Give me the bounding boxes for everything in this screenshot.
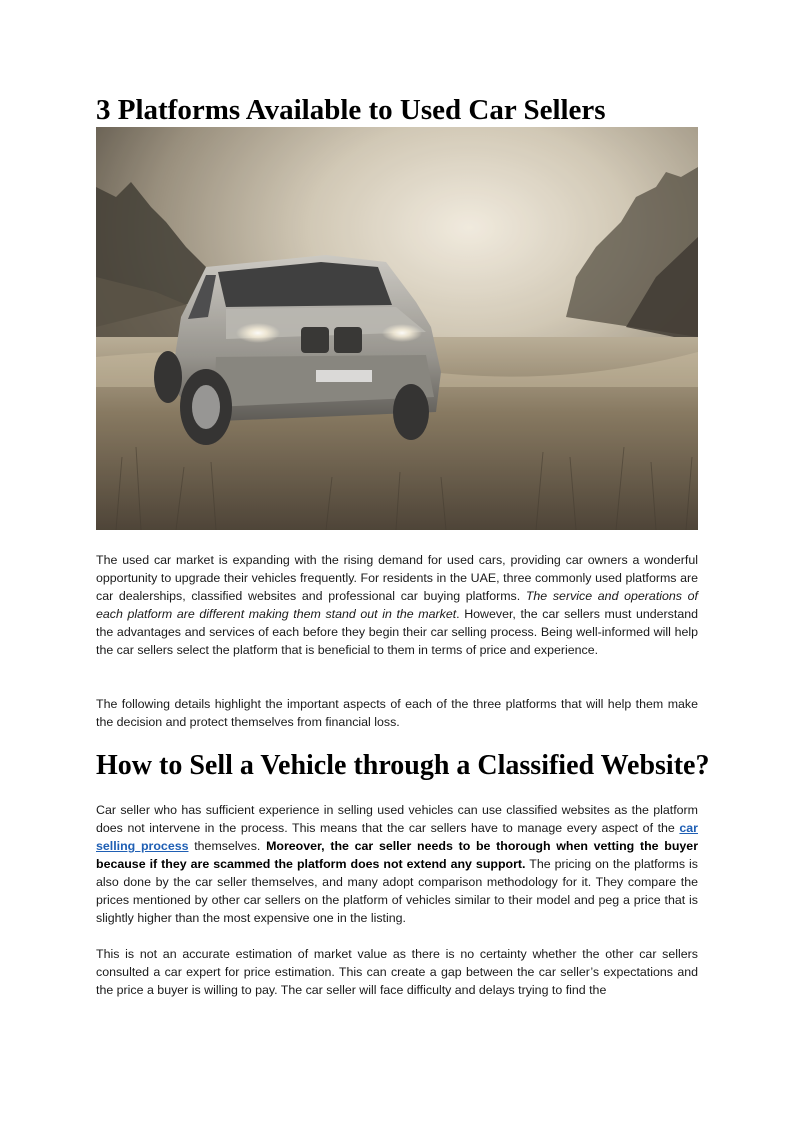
- details-paragraph: The following details highlight the important aspects of each of the three platforms that will help them make the decision and protect themselves from financial loss.: [96, 697, 698, 729]
- intro-italic-text: The service and operations of each platform are different making them stand out in the market: [96, 589, 698, 621]
- intro-text-1: The used car market is expanding with the rising demand for used cars, providing car owners a wonderful opportunity to upgrade their vehicles frequently. For residents in the UAE, three commonly used platforms are car dealerships, classified websites and professional car buying platforms.: [96, 553, 698, 603]
- classified-bold-text: Moreover, the car seller needs to be thorough when vetting the buyer because if they are scammed the platform does not extend any support.: [96, 839, 699, 871]
- hero-image: [96, 127, 698, 530]
- classified-paragraph: [96, 801, 698, 927]
- intro-text-2: . However, the car sellers must understand the advantages and services of each before they begin their car selling process. Being well-informed will help the car sellers select the platform that is beneficial to them in terms of price and experience.: [96, 607, 698, 657]
- intro-paragraph: [96, 551, 698, 659]
- page-title: 3 Platforms Available to Used Car Sellers: [96, 94, 606, 126]
- classified-text-1: Car seller who has sufficient experience in selling used vehicles can use classified websites as the platform does not intervene in the process. This means that the car sellers have to manage every aspect of the: [96, 803, 698, 835]
- estimation-paragraph: This is not an accurate estimation of market value as there is no certainty whether the other car sellers consulted a car expert for price estimation. This can create a gap between the car seller’s expectations and the price a buyer is willing to pay. The car seller will face difficulty and delays trying to find the: [96, 947, 698, 997]
- car-selling-process-link[interactable]: car selling process: [96, 821, 698, 853]
- classified-text-3: The pricing on the platforms is also done by the car seller themselves, and many adopt comparison methodology for it. They compare the prices mentioned by other car sellers on the platform of vehicles similar to their model and peg a price that is slightly higher than the most expensive one in the listing.: [96, 857, 698, 925]
- classified-text-2: themselves.: [188, 839, 267, 853]
- section-heading: How to Sell a Vehicle through a Classified Website?: [96, 750, 710, 781]
